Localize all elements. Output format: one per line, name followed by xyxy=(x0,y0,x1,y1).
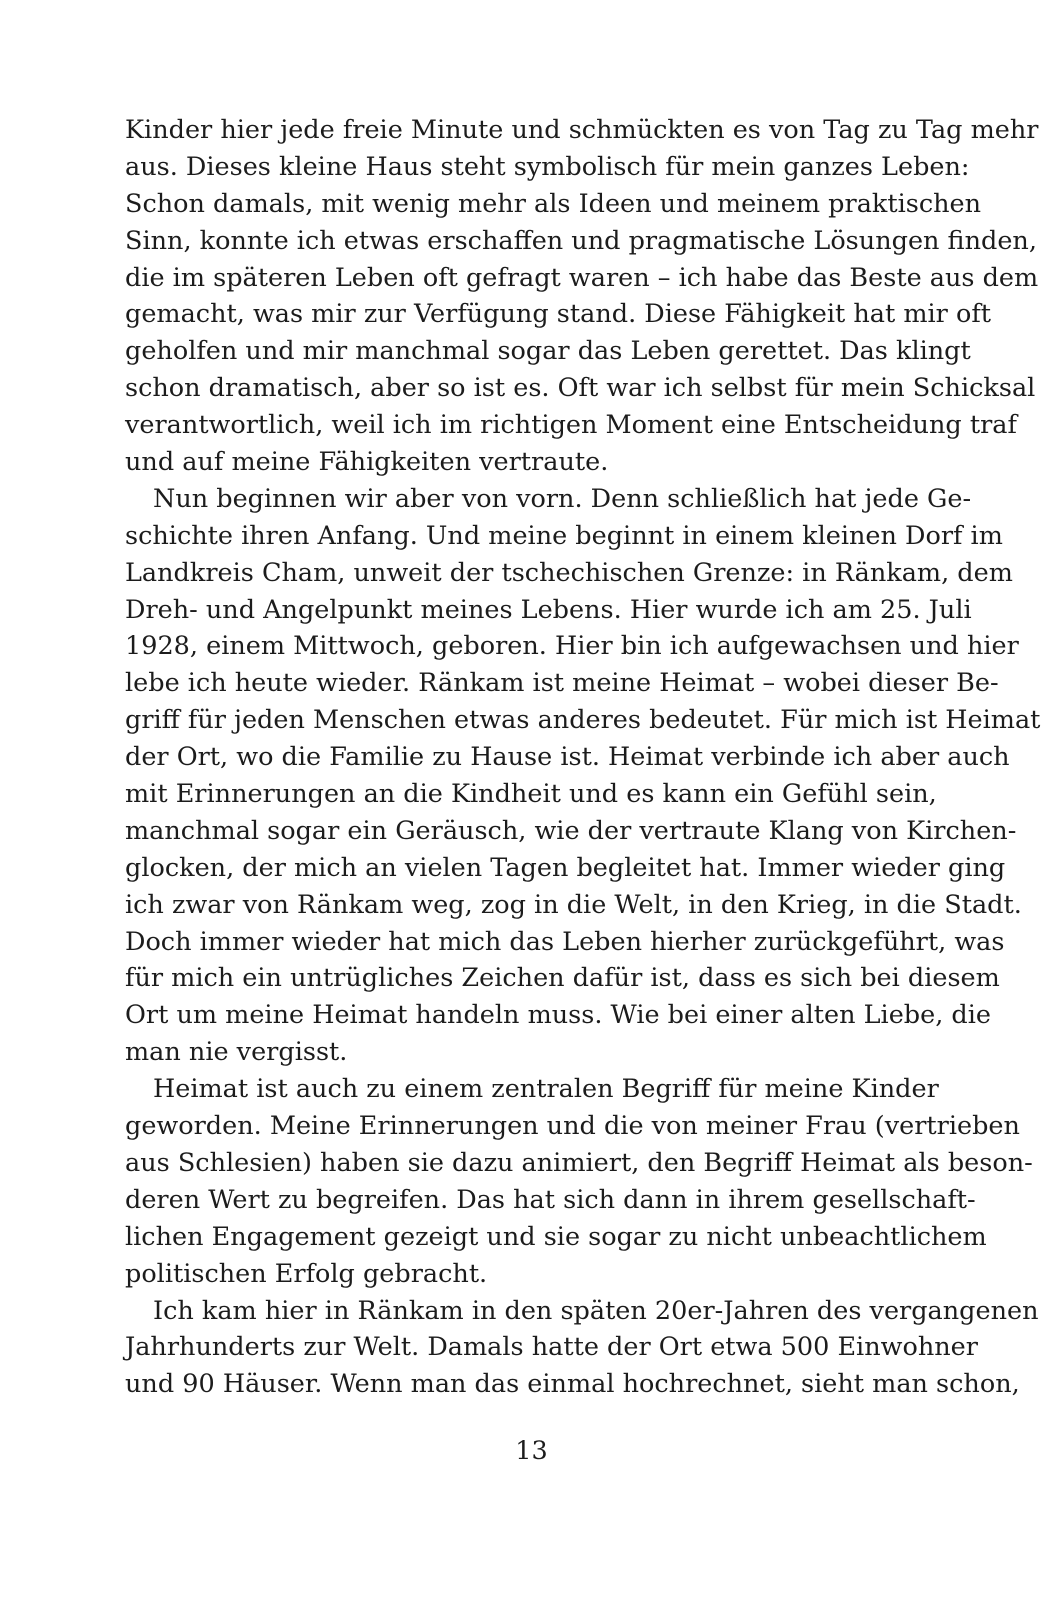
text-line: Sinn, konnte ich etwas erschaffen und pragmatische Lösungen finden, xyxy=(125,225,1037,256)
text-line: lichen Engagement gezeigt und sie sogar zu nicht unbeachtlichem xyxy=(125,1221,987,1252)
text-line: Landkreis Cham, unweit der tschechischen Grenze: in Ränkam, dem xyxy=(125,557,1013,588)
text-line: und auf meine Fähigkeiten vertraute. xyxy=(125,447,609,478)
text-line: ich zwar von Ränkam weg, zog in die Welt, in den Krieg, in die Stadt. xyxy=(125,889,1022,920)
text-line: Ort um meine Heimat handeln muss. Wie bei einer alten Liebe, die xyxy=(125,1000,992,1031)
text-line: lebe ich heute wieder. Ränkam ist meine Heimat – wobei dieser Be- xyxy=(125,668,999,699)
text-line: Dreh- und Angelpunkt meines Lebens. Hier wurde ich am 25. Juli xyxy=(125,594,972,625)
paragraph xyxy=(125,1071,1033,1292)
text-line: geworden. Meine Erinnerungen und die von meiner Frau (vertrieben xyxy=(125,1111,1020,1142)
text-line: und 90 Häuser. Wenn man das einmal hochrechnet, sieht man schon, xyxy=(125,1369,1020,1400)
text-line: gemacht, was mir zur Verfügung stand. Diese Fähigkeit hat mir oft xyxy=(125,299,992,330)
text-line: aus Schlesien) haben sie dazu animiert, den Begriff Heimat als beson- xyxy=(125,1147,1033,1178)
text-line: 1928, einem Mittwoch, geboren. Hier bin ich aufgewachsen und hier xyxy=(125,631,1019,662)
text-line: Heimat ist auch zu einem zentralen Begriff für meine Kinder xyxy=(153,1074,939,1105)
text-line: politischen Erfolg gebracht. xyxy=(125,1258,488,1289)
body-text xyxy=(125,112,1041,1403)
text-line: griff für jeden Menschen etwas anderes bedeutet. Für mich ist Heimat xyxy=(125,705,1041,736)
text-line: Jahrhunderts zur Welt. Damals hatte der Ort etwa 500 Einwohner xyxy=(125,1332,978,1363)
text-line: schichte ihren Anfang. Und meine beginnt in einem kleinen Dorf im xyxy=(125,520,1003,551)
text-line: man nie vergisst. xyxy=(125,1037,348,1068)
text-line: Schon damals, mit wenig mehr als Ideen und meinem praktischen xyxy=(125,188,982,219)
text-line: schon dramatisch, aber so ist es. Oft war ich selbst für mein Schicksal xyxy=(125,373,1036,404)
text-line: geholfen und mir manchmal sogar das Leben gerettet. Das klingt xyxy=(125,336,971,367)
paragraph xyxy=(125,112,1039,481)
text-line: Doch immer wieder hat mich das Leben hierher zurückgeführt, was xyxy=(125,926,1005,957)
text-line: Nun beginnen wir aber von vorn. Denn schließlich hat jede Ge- xyxy=(153,483,972,514)
text-line: manchmal sogar ein Geräusch, wie der vertraute Klang von Kirchen- xyxy=(125,815,1017,846)
page-number: 13 xyxy=(515,1436,548,1466)
text-line: Kinder hier jede freie Minute und schmückten es von Tag zu Tag mehr xyxy=(125,115,1039,145)
text-line: für mich ein untrügliches Zeichen dafür ist, dass es sich bei diesem xyxy=(125,963,1000,994)
text-line: der Ort, wo die Familie zu Hause ist. Heimat verbinde ich aber auch xyxy=(125,742,1010,773)
paragraph xyxy=(125,481,1041,1071)
text-line: aus. Dieses kleine Haus steht symbolisch für mein ganzes Leben: xyxy=(125,151,970,182)
text-line: die im späteren Leben oft gefragt waren – ich habe das Beste aus dem xyxy=(125,262,1039,293)
text-line: deren Wert zu begreifen. Das hat sich dann in ihrem gesellschaft- xyxy=(125,1184,976,1215)
paragraph xyxy=(125,1293,1039,1404)
text-line: verantwortlich, weil ich im richtigen Moment eine Entscheidung traf xyxy=(125,410,1017,441)
text-line: Ich kam hier in Ränkam in den späten 20er-Jahren des vergangenen xyxy=(153,1295,1039,1326)
text-line: glocken, der mich an vielen Tagen begleitet hat. Immer wieder ging xyxy=(125,852,1006,883)
text-line: mit Erinnerungen an die Kindheit und es kann ein Gefühl sein, xyxy=(125,779,937,810)
